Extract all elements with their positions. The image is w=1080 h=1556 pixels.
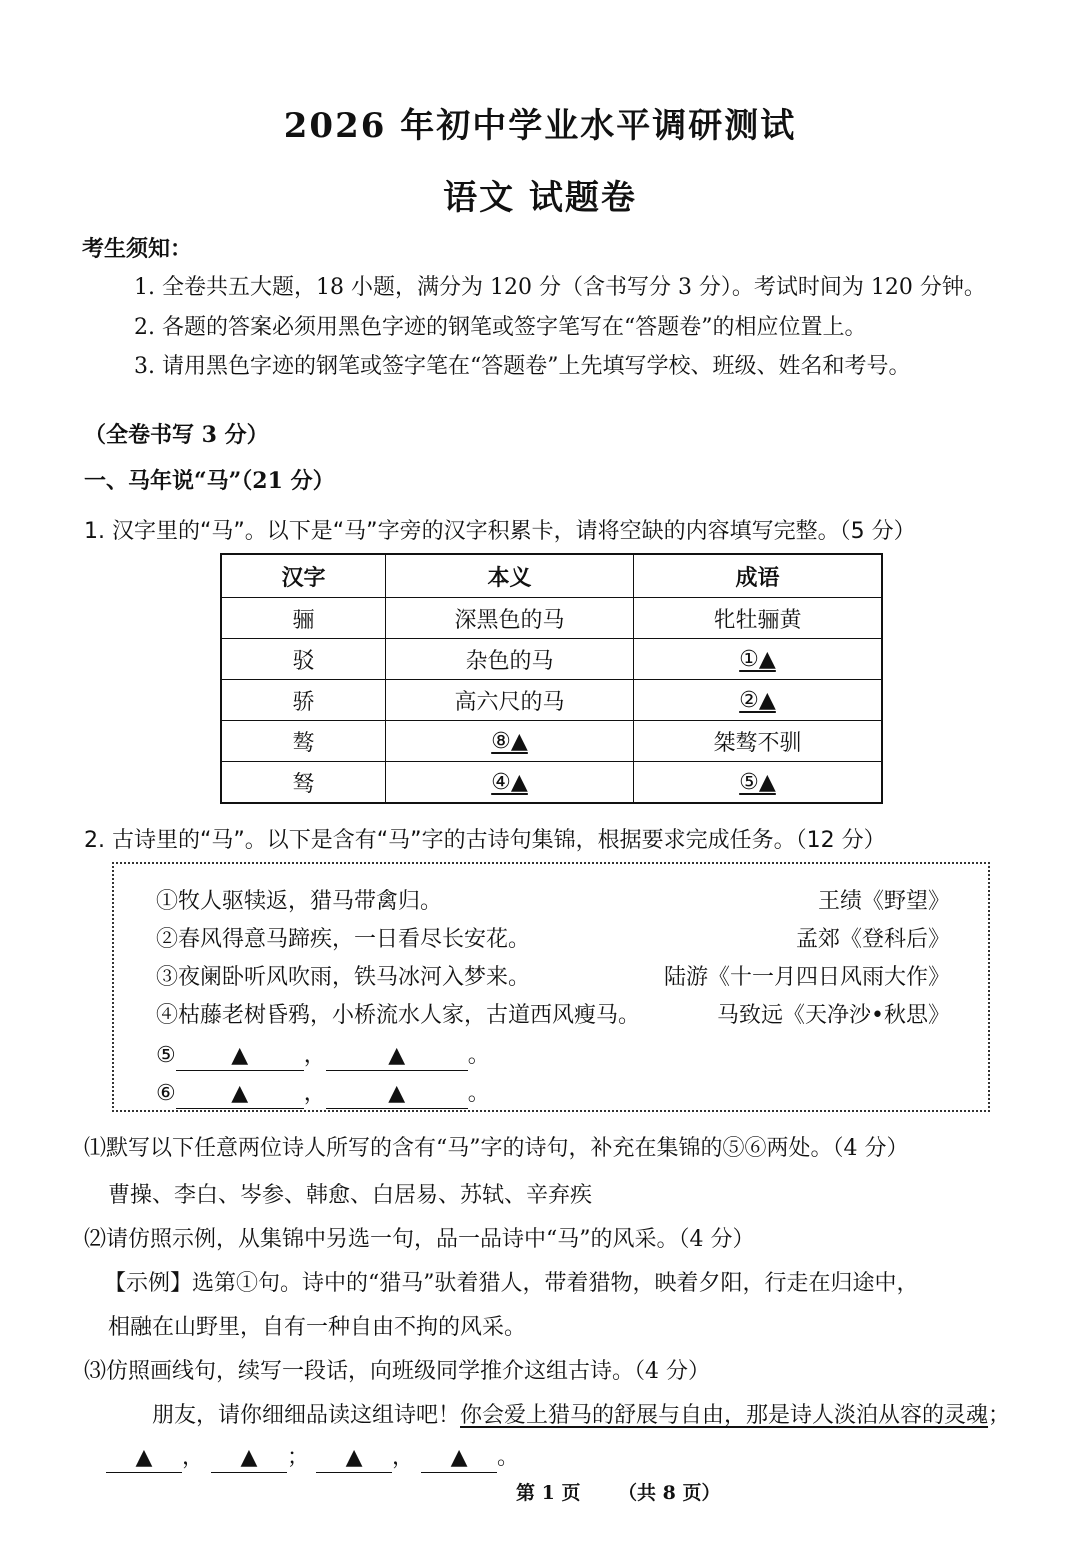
notice-heading: 考生须知： [82,236,193,262]
table-header: 成语 [634,554,883,598]
blank-number: ⑤ [156,1043,176,1068]
answer-separator: ， [182,1445,205,1470]
table-cell: 牝牡骊黄 [634,598,883,639]
blank-separator: ， [303,1081,326,1106]
poem-line: ①牧人驱犊返，猎马带禽归。 [156,889,443,914]
poem-line: ②春风得意马蹄疾，一日看尽长安花。 [156,927,531,952]
poem-collection-box [112,862,990,1112]
question-2: 2. 古诗里的“马”。以下是含有“马”字的古诗句集锦，根据要求完成任务。（12 分） [84,828,886,853]
table-row [221,680,882,721]
blank-number: ⑥ [156,1081,176,1106]
table-cell-blank: ④▲ [386,762,634,804]
table-cell: 杂色的马 [386,639,634,680]
answer-blank: ▲ [316,1446,392,1473]
table-cell: 高六尺的马 [386,680,634,721]
answer-line [106,1440,519,1473]
table-cell: 骜 [221,721,386,762]
poem-source: 王绩《野望》 [817,889,950,914]
table-cell-blank: ⑤▲ [634,762,883,804]
poet-list: 曹操、李白、岑参、韩愈、白居易、苏轼、辛弃疾 [108,1183,593,1208]
underlined-sentence: 你会爱上猎马的舒展与自由，那是诗人淡泊从容的灵魂 [460,1403,989,1428]
example-line-2: 相融在山野里，自有一种自由不拘的风采。 [108,1315,527,1340]
table-cell: 驽 [221,762,386,804]
answer-blank: ▲ [106,1446,182,1473]
table-row [221,721,882,762]
exam-title: 2026 年初中学业水平调研测试 [283,106,797,146]
subquestion-1: ⑴默写以下任意两位诗人所写的含有“马”字的诗句，补充在集锦的⑤⑥两处。（4 分） [84,1136,909,1161]
table-cell: 深黑色的马 [386,598,634,639]
table-row [221,639,882,680]
table-header: 本义 [386,554,634,598]
subquestion-2: ⑵请仿照示例，从集锦中另选一句，品一品诗中“马”的风采。（4 分） [84,1227,755,1252]
notice-item-3: 3. 请用黑色字迹的钢笔或签字笔在“答题卷”上先填写学校、班级、姓名和考号。 [134,354,911,379]
blank-line-6 [156,1076,490,1109]
writing-score: （全卷书写 3 分） [84,422,269,448]
answer-blank: ▲ [176,1044,304,1071]
poem-source: 马致远《天净沙•秋思》 [717,1003,950,1028]
answer-separator: ； [287,1445,310,1470]
character-table [220,553,883,804]
recommend-paragraph [152,1398,1010,1429]
blank-line-5 [156,1038,490,1071]
blank-end: 。 [467,1043,490,1068]
question-1: 1. 汉字里的“马”。以下是“马”字旁的汉字积累卡，请将空缺的内容填写完整。（5 分） [84,519,916,544]
table-row [221,598,882,639]
table-cell-blank: ②▲ [634,680,883,721]
answer-blank: ▲ [211,1446,287,1473]
table-cell: 桀骜不驯 [634,721,883,762]
notice-item-2: 2. 各题的答案必须用黑色字迹的钢笔或签字笔写在“答题卷”的相应位置上。 [134,315,867,340]
poem-line: ④枯藤老树昏鸦，小桥流水人家，古道西风瘦马。 [156,1003,641,1028]
table-cell: 骄 [221,680,386,721]
answer-blank: ▲ [176,1082,304,1109]
answer-blank: ▲ [326,1082,468,1109]
answer-separator: ， [392,1445,415,1470]
table-row [221,762,882,804]
answer-blank: ▲ [326,1044,468,1071]
blank-end: 。 [467,1081,490,1106]
table-header: 汉字 [221,554,386,598]
blank-separator: ， [303,1043,326,1068]
answer-blank: ▲ [421,1446,497,1473]
poem-line: ③夜阑卧听风吹雨，铁马冰河入梦来。 [156,965,531,990]
poem-source: 陆游《十一月四日风雨大作》 [663,965,950,990]
example-line-1: 【示例】选第①句。诗中的“猎马”驮着猎人，带着猎物，映着夕阳，行走在归途中， [104,1271,919,1296]
notice-item-1: 1. 全卷共五大题，18 小题，满分为 120 分（含书写分 3 分）。考试时间为 120 分钟。 [134,275,986,300]
table-cell-blank: ①▲ [634,639,883,680]
subquestion-3: ⑶仿照画线句，续写一段话，向班级同学推介这组古诗。（4 分） [84,1359,710,1384]
table-header-row [221,554,882,598]
paragraph-end: ； [988,1403,1011,1428]
page-total: （共 8 页） [618,1482,721,1504]
table-cell-blank: ⑧▲ [386,721,634,762]
table-cell: 驳 [221,639,386,680]
paragraph-lead: 朋友，请你细细品读这组诗吧！ [152,1403,461,1428]
answer-separator: 。 [497,1445,520,1470]
poem-source: 孟郊《登科后》 [795,927,950,952]
table-cell: 骊 [221,598,386,639]
section-heading: 一、马年说“马”（21 分） [84,468,335,494]
exam-subtitle: 语文 试题卷 [443,178,637,218]
page-number: 第 1 页 [516,1482,581,1504]
